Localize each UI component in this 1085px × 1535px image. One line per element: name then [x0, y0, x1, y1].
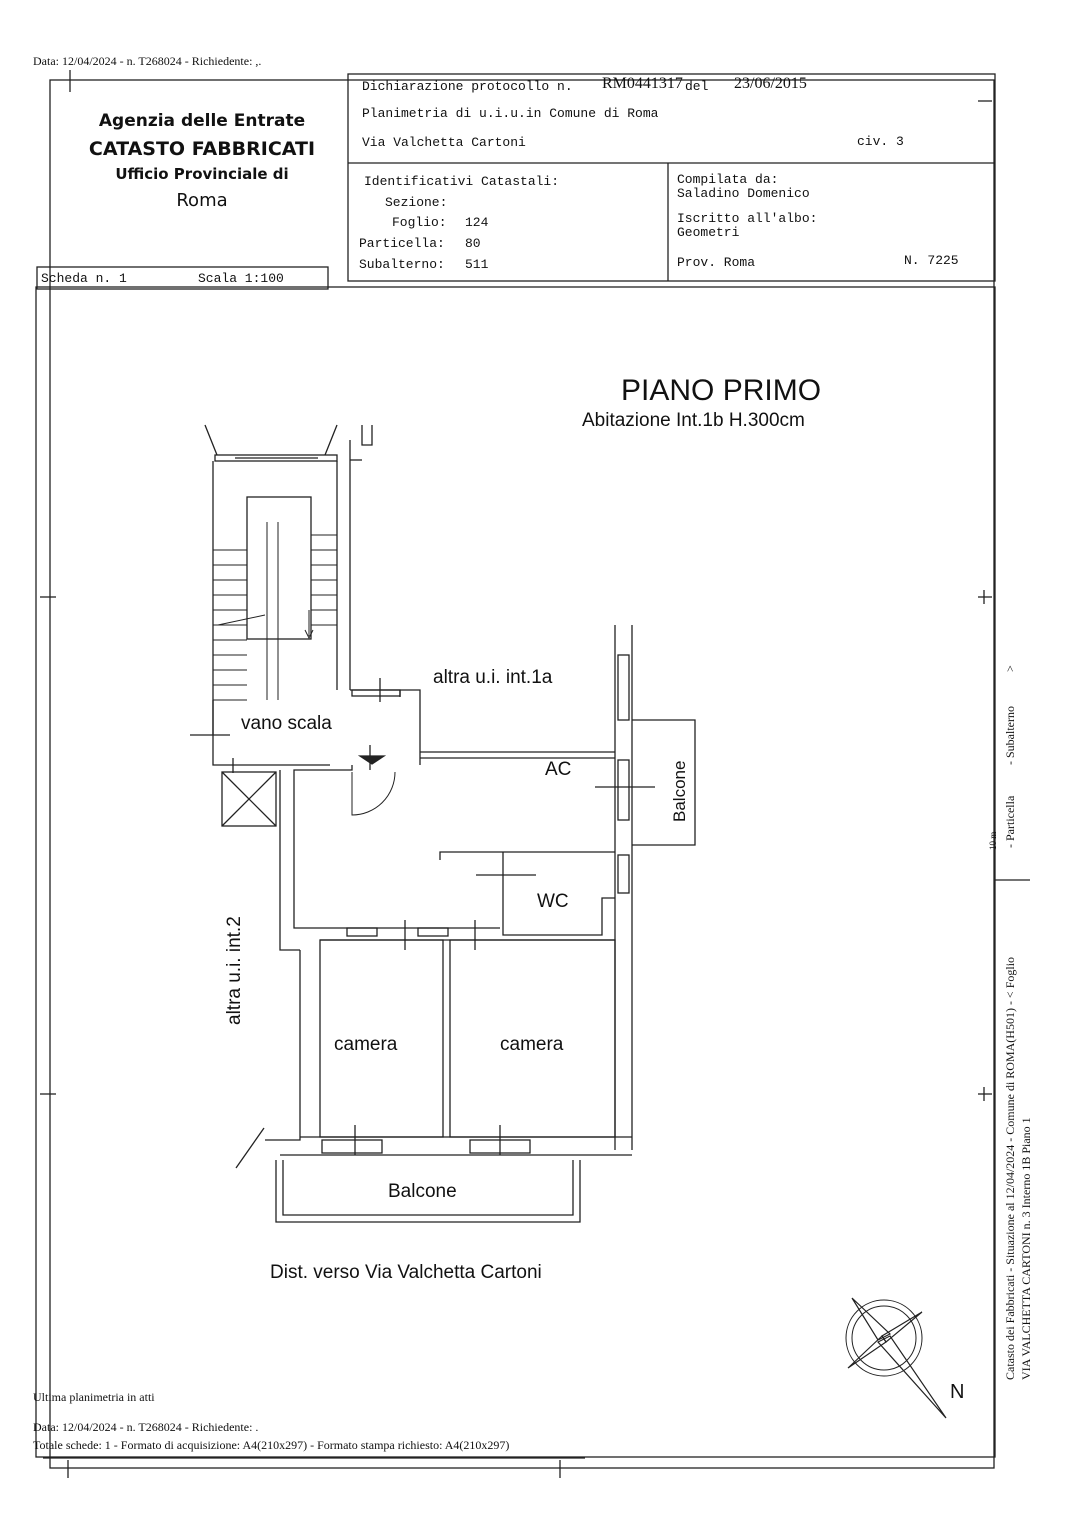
plan-title: PIANO PRIMO [621, 374, 822, 407]
via-line: Via Valchetta Cartoni [362, 135, 526, 150]
del-label: del [685, 79, 709, 94]
identificativi-label: Identificativi Catastali: [364, 174, 560, 189]
sezione-label: Sezione: [385, 195, 448, 210]
dichiarazione-label: Dichiarazione protocollo n. [362, 79, 573, 94]
footer-totale: Totale schede: 1 - Formato di acquisizione: A4(210x297) - Formato stampa richiesto: A4(210x297) [33, 1438, 510, 1452]
side-text-address: VIA VALCHETTA CARTONI n. 3 Interno 1B Piano 1 [1019, 1117, 1033, 1380]
footer-data: Data: 12/04/2024 - n. T268024 - Richiedente: . [33, 1420, 259, 1434]
compilata-label: Compilata da: [677, 172, 779, 187]
side-text-particella: - Particella [1003, 795, 1017, 848]
label-wc: WC [537, 891, 569, 912]
label-vano-scala: vano scala [241, 713, 332, 734]
north-label: N [950, 1381, 965, 1403]
side-text-arrow: > [1003, 665, 1017, 672]
particella-value: 80 [465, 236, 481, 251]
particella-label: Particella: [359, 236, 445, 251]
label-balcone-bottom: Balcone [388, 1181, 457, 1202]
iscritto-value: Geometri [677, 225, 740, 240]
civico: civ. 3 [857, 134, 904, 149]
top-meta: Data: 12/04/2024 - n. T268024 - Richiedente: ,. [33, 54, 262, 68]
label-ac: AC [545, 759, 572, 780]
scheda-number: Scheda n. 1 [41, 271, 127, 286]
agency-name: Agenzia delle Entrate [98, 111, 306, 131]
planimetria-line: Planimetria di u.i.u.in Comune di Roma [362, 106, 659, 121]
plan-subtitle: Abitazione Int.1b H.300cm [582, 410, 805, 431]
foglio-value: 124 [465, 215, 489, 230]
side-text-subalterno: - Subalterno [1003, 706, 1017, 765]
catasto-title: CATASTO FABBRICATI [88, 138, 316, 160]
subalterno-value: 511 [465, 257, 489, 272]
foglio-label: Foglio: [392, 215, 447, 230]
iscritto-label: Iscritto all'albo: [677, 211, 818, 226]
subalterno-label: Subalterno: [359, 257, 445, 272]
provincia: Prov. Roma [677, 255, 756, 270]
label-camera-right: camera [500, 1034, 564, 1055]
ufficio-city: Roma [176, 190, 228, 211]
scala: Scala 1:100 [198, 271, 284, 286]
label-altra-ui-1a: altra u.i. int.1a [433, 667, 553, 688]
side-text-catasto: Catasto dei Fabbricati - Situazione al 12/04/2024 - Comune di ROMA(H501) - < Foglio [1003, 956, 1017, 1380]
dist-note: Dist. verso Via Valchetta Cartoni [270, 1262, 542, 1283]
label-camera-left: camera [334, 1034, 398, 1055]
outer-frame [50, 80, 994, 1468]
ufficio-label: Ufficio Provinciale di [115, 165, 289, 183]
protocollo-date: 23/06/2015 [734, 75, 807, 92]
albo-number: N. 7225 [904, 253, 959, 268]
protocollo-number: RM0441317 [602, 75, 683, 92]
label-altra-ui-2: altra u.i. int.2 [224, 916, 245, 1025]
compilata-name: Saladino Domenico [677, 186, 810, 201]
footer-ultima: Ultima planimetria in atti [33, 1390, 155, 1404]
label-balcone-side: Balcone [670, 760, 689, 822]
side-text-scale: 10 m [988, 831, 998, 850]
